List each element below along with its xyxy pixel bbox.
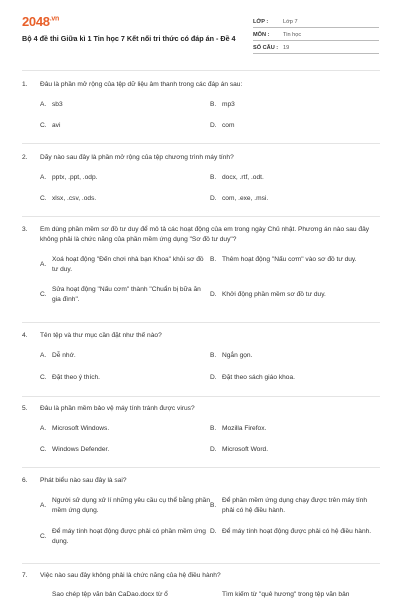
- option-text: Để máy tính hoạt động được phải có hệ điều hành.: [222, 528, 372, 535]
- option-c[interactable]: [40, 194, 210, 204]
- option-text: Dễ nhớ.: [52, 352, 76, 359]
- option-c[interactable]: [40, 285, 210, 304]
- option-text: Windows Defender.: [52, 446, 110, 453]
- option-text: Microsoft Windows.: [52, 425, 110, 432]
- option-text: Khởi động phần mềm sơ đồ tư duy.: [222, 291, 326, 298]
- document-title: Bộ 4 đề thi Giữa kì 1 Tin học 7 Kết nối tri thức có đáp án - Đề 4: [22, 34, 236, 43]
- meta-row-subject: [253, 28, 379, 41]
- option-d[interactable]: [210, 445, 380, 455]
- option-text: Đặt theo sách giáo khoa.: [222, 374, 295, 381]
- option-a[interactable]: [40, 351, 210, 361]
- question-5: [22, 404, 382, 453]
- option-d[interactable]: [210, 290, 380, 300]
- option-text: Để phần mềm ứng dụng chạy được trên máy tính phải có hệ điều hành.: [222, 497, 368, 514]
- option-b[interactable]: [210, 424, 380, 434]
- option-text: Xoá hoạt động "Đến chơi nhà bạn Khoa" khỏi sơ đồ tư duy.: [52, 256, 204, 273]
- meta-value: Tin học: [283, 32, 302, 38]
- option-letter: A.: [40, 501, 47, 509]
- meta-row-count: [253, 41, 379, 54]
- option-a[interactable]: [40, 496, 210, 515]
- option-d[interactable]: [210, 121, 380, 131]
- divider: [22, 322, 380, 323]
- question-number: 7.: [22, 572, 28, 579]
- option-text: Đặt theo ý thích.: [52, 374, 101, 381]
- option-text: xlsx, .csv, .ods.: [52, 195, 97, 202]
- question-number: 4.: [22, 332, 28, 339]
- divider: [22, 216, 380, 217]
- option-letter: A.: [40, 174, 47, 181]
- option-text: docx, .rtf, .odt.: [222, 174, 264, 181]
- site-logo[interactable]: [22, 14, 59, 29]
- question-number: 5.: [22, 405, 28, 412]
- divider: [22, 396, 380, 397]
- option-letter: D.: [210, 528, 217, 535]
- divider: [22, 143, 380, 144]
- question-number: 1.: [22, 81, 28, 88]
- option-text: mp3: [222, 101, 235, 108]
- divider: [22, 467, 380, 468]
- meta-table: [253, 15, 379, 54]
- option-text: Sao chép tệp văn bản CaDao.docx từ ổ: [52, 591, 168, 598]
- logo-suffix: .vn: [49, 15, 59, 23]
- meta-row-grade: [253, 15, 379, 28]
- option-b[interactable]: [210, 173, 380, 183]
- option-d[interactable]: [210, 373, 380, 383]
- option-b[interactable]: [210, 100, 380, 110]
- option-letter: C.: [40, 195, 47, 202]
- question-number: 2.: [22, 154, 28, 161]
- option-letter: D.: [210, 195, 217, 202]
- meta-value: 19: [283, 45, 290, 51]
- question-text: Phát biểu nào sau đây là sai?: [40, 477, 127, 484]
- option-letter: C.: [40, 290, 47, 298]
- option-text: avi: [52, 122, 61, 129]
- option-text: Mozilla Firefox.: [222, 425, 267, 432]
- option-text: com, .exe, .msi.: [222, 195, 269, 202]
- question-number: 3.: [22, 226, 28, 233]
- option-text: sb3: [52, 101, 63, 108]
- meta-key: MÔN :: [253, 32, 270, 38]
- question-1: [22, 80, 382, 129]
- option-a[interactable]: [40, 255, 210, 274]
- option-a[interactable]: [40, 590, 210, 600]
- option-letter: B.: [210, 101, 217, 108]
- question-number: 6.: [22, 477, 28, 484]
- option-c[interactable]: [40, 445, 210, 455]
- option-letter: B.: [210, 174, 217, 181]
- option-letter: B.: [210, 352, 217, 359]
- question-text: Đâu là phần mềm bảo vệ máy tính tránh được virus?: [40, 405, 195, 412]
- option-letter: A.: [40, 352, 47, 359]
- option-letter: C.: [40, 446, 47, 453]
- option-c[interactable]: [40, 527, 210, 546]
- option-text: Ngắn gọn.: [222, 352, 253, 359]
- option-c[interactable]: [40, 121, 210, 131]
- option-text: Tìm kiếm từ "quê hương" trong tệp văn bản: [222, 591, 350, 598]
- option-letter: B.: [210, 256, 217, 263]
- question-text: Đâu là phần mở rộng của tệp dữ liệu âm thanh trong các đáp án sau:: [40, 81, 243, 88]
- option-letter: B.: [210, 425, 217, 432]
- option-letter: D.: [210, 122, 217, 129]
- option-letter: C.: [40, 122, 47, 129]
- option-letter: A.: [40, 260, 47, 268]
- option-letter: D.: [210, 291, 217, 298]
- option-text: pptx, .ppt, .odp.: [52, 174, 98, 181]
- question-2: [22, 153, 382, 202]
- option-b[interactable]: [210, 496, 380, 515]
- question-7: [22, 571, 382, 598]
- option-letter: C.: [40, 374, 47, 381]
- option-b[interactable]: [210, 351, 380, 361]
- meta-key: SỐ CÂU :: [253, 45, 279, 51]
- option-a[interactable]: [40, 173, 210, 183]
- meta-key: LỚP :: [253, 19, 269, 25]
- option-letter: D.: [210, 374, 217, 381]
- logo-text: 2048: [22, 14, 50, 29]
- option-d[interactable]: [210, 194, 380, 204]
- option-letter: B.: [210, 501, 217, 509]
- question-6: [22, 476, 382, 545]
- option-b[interactable]: [210, 255, 380, 265]
- option-text: com: [222, 122, 235, 129]
- option-text: Thêm hoạt động "Nấu cơm" vào sơ đồ tư duy.: [222, 256, 357, 263]
- option-text: Người sử dụng xử lí những yêu cầu cụ thể bằng phần mềm ứng dụng.: [52, 497, 210, 514]
- option-c[interactable]: [40, 373, 210, 383]
- question-3: [22, 225, 382, 303]
- question-text: Tên tệp và thư mục cần đặt như thế nào?: [40, 332, 162, 339]
- option-text: Để máy tính hoạt động được phải có phần mềm ứng dụng.: [52, 528, 206, 545]
- option-a[interactable]: [40, 424, 210, 434]
- option-a[interactable]: [40, 100, 210, 110]
- question-text: Dãy nào sau đây là phần mở rộng của tệp chương trình máy tính?: [40, 154, 234, 161]
- option-letter: C.: [40, 532, 47, 540]
- option-letter: A.: [40, 425, 47, 432]
- option-text: Microsoft Word.: [222, 446, 269, 453]
- option-text: Sửa hoạt động "Nấu cơm" thành "Chuẩn bị bữa ăn gia đình".: [52, 286, 201, 303]
- option-letter: A.: [40, 101, 47, 108]
- meta-value: Lớp 7: [283, 19, 298, 25]
- option-b[interactable]: [210, 590, 380, 600]
- option-d[interactable]: [210, 527, 380, 537]
- question-4: [22, 331, 382, 381]
- divider: [22, 563, 380, 564]
- question-text: Em dùng phần mềm sơ đồ tư duy để mô tả các hoạt động của em trong ngày Chủ nhật. Phương án nào sau đây không phải là chức năng của phần mềm ứng dụng "Sơ đồ tư duy"?: [40, 226, 370, 243]
- divider: [22, 70, 380, 71]
- option-letter: D.: [210, 446, 217, 453]
- question-text: Việc nào sau đây không phải là chức năng của hệ điều hành?: [40, 572, 221, 579]
